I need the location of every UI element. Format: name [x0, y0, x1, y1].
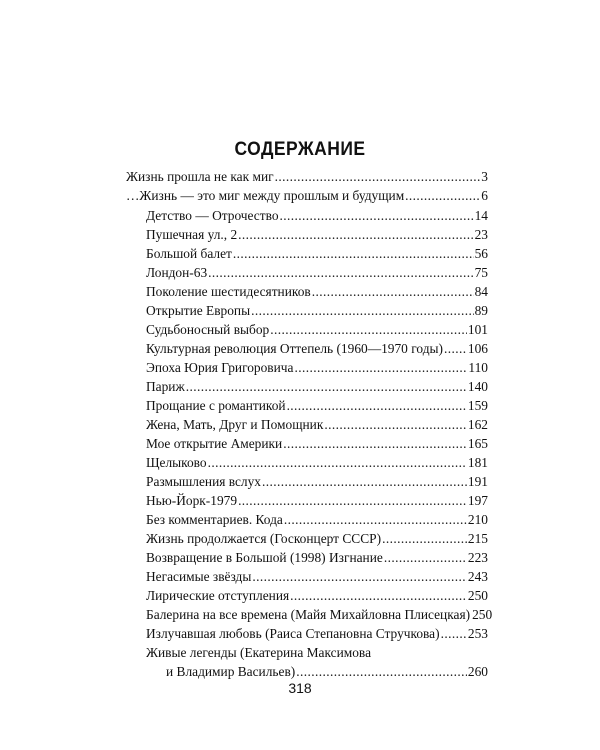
toc-leader-dots	[382, 531, 467, 547]
toc-entry-title: Большой балет	[146, 246, 232, 261]
toc-entry	[146, 303, 488, 319]
toc-leader-dots	[251, 303, 474, 319]
toc-leader-dots	[444, 341, 467, 357]
toc-entry-title: Возвращение в Большой (1998) Изгнание	[146, 550, 383, 565]
toc-entry-page: 253	[467, 626, 488, 641]
toc-entry-page: 181	[467, 455, 488, 470]
toc-entry-title: Открытие Европы	[146, 303, 251, 318]
toc-entry-title: Пушечная ул., 2	[146, 227, 238, 242]
toc-entry-title: Негасимые звёзды	[146, 569, 252, 584]
toc-entry-page: 223	[467, 550, 488, 565]
toc-entry-page: 14	[474, 208, 488, 223]
toc-entry	[146, 626, 488, 642]
toc-entry-title: Париж	[146, 379, 185, 394]
toc-entry-title: и Владимир Васильев)	[166, 664, 296, 679]
toc-entry	[146, 474, 488, 490]
toc-leader-dots	[441, 626, 467, 642]
toc-entry	[146, 436, 488, 452]
toc-entry-page: 3	[481, 169, 488, 184]
toc-entry-title: Щелыково	[146, 455, 207, 470]
toc-entry-page: 140	[467, 379, 488, 394]
toc-entry	[146, 531, 488, 547]
toc-entry	[146, 246, 488, 262]
toc-entry-page: 250	[472, 607, 493, 622]
toc-entry	[166, 664, 488, 680]
toc-entry-title: Нью-Йорк-1979	[146, 493, 238, 508]
toc-leader-dots	[324, 417, 467, 433]
toc-entry	[146, 360, 488, 376]
toc-leader-dots	[284, 512, 467, 528]
toc-entry-title: Жизнь прошла не как миг	[126, 169, 274, 184]
toc-entry-title: Детство — Отрочество	[146, 208, 279, 223]
toc-entry-page: 89	[474, 303, 488, 318]
toc-entry-page: 250	[467, 588, 488, 603]
toc-entry	[146, 417, 488, 433]
toc-entry-page: 106	[467, 341, 488, 356]
toc-leader-dots	[283, 436, 467, 452]
toc-leader-dots	[275, 169, 481, 185]
toc-entry-page: 162	[467, 417, 488, 432]
toc-entry-page: 23	[474, 227, 488, 242]
toc-entry-title: Балерина на все времена (Майя Михайловна Плисецкая)	[146, 607, 471, 622]
toc-entry-title: Размышления вслух	[146, 474, 261, 489]
toc-entry-title: Культурная революция Оттепель (1960—1970 годы)	[146, 341, 443, 356]
toc-leader-dots	[296, 664, 467, 680]
toc-entry	[146, 322, 488, 338]
toc-entry-title: Лондон-63	[146, 265, 208, 280]
toc-entry-page: 6	[481, 188, 488, 203]
toc-leader-dots	[238, 493, 467, 509]
toc-entry-page: 215	[467, 531, 488, 546]
toc-entry	[146, 493, 488, 509]
toc-entry-page: 210	[467, 512, 488, 527]
toc-leader-dots	[208, 265, 473, 281]
toc-leader-dots	[233, 246, 474, 262]
toc-entry-title: Жизнь продолжается (Госконцерт СССР)	[146, 531, 382, 546]
toc-entry	[146, 227, 488, 243]
toc-entry-title: Прощание с романтикой	[146, 398, 286, 413]
toc-leader-dots	[262, 474, 467, 490]
toc-entry	[126, 188, 488, 204]
toc-leader-dots	[186, 379, 467, 395]
toc-entry	[146, 398, 488, 414]
toc-leader-dots	[290, 588, 467, 604]
toc-entry-page: 110	[468, 360, 488, 375]
toc-entry-title: Излучавшая любовь (Раиса Степановна Стручкова)	[146, 626, 440, 641]
toc-entry-page: 159	[467, 398, 488, 413]
toc-entry	[146, 512, 488, 528]
toc-entry	[146, 569, 488, 585]
toc-entry-title: Судьбоносный выбор	[146, 322, 270, 337]
toc-leader-dots	[270, 322, 467, 338]
toc-leader-dots	[312, 284, 474, 300]
toc-entry-page: 84	[474, 284, 488, 299]
toc-entry-page: 191	[467, 474, 488, 489]
toc-entry	[146, 341, 488, 357]
toc-entry-page: 101	[467, 322, 488, 337]
toc-leader-dots	[252, 569, 467, 585]
page-number: 318	[288, 680, 312, 696]
toc-entry-title: Эпоха Юрия Григоровича	[146, 360, 294, 375]
toc-entry	[146, 284, 488, 300]
toc-entry-title: …Жизнь — это миг между прошлым и будущим	[126, 188, 405, 203]
toc-entry	[146, 208, 488, 224]
toc-entry	[126, 169, 488, 185]
toc-entry	[146, 379, 488, 395]
toc-entry-page: 165	[467, 436, 488, 451]
toc-entry	[146, 607, 493, 623]
toc-entry-title: Поколение шестидесятников	[146, 284, 311, 299]
toc-entry-page: 243	[467, 569, 488, 584]
toc-leader-dots	[287, 398, 467, 414]
toc-leader-dots	[384, 550, 467, 566]
toc-entry-page: 197	[467, 493, 488, 508]
toc-entry-page: 75	[474, 265, 488, 280]
toc-entry	[146, 588, 488, 604]
toc-leader-dots	[280, 208, 474, 224]
toc-leader-dots	[208, 455, 467, 471]
toc-leader-dots	[405, 188, 480, 204]
toc-entry	[146, 265, 488, 281]
toc-entry-title: Мое открытие Америки	[146, 436, 283, 451]
toc-entry	[146, 455, 488, 471]
toc-entry-title: Лирические отступления	[146, 588, 290, 603]
toc-entry-page: 56	[474, 246, 488, 261]
toc-entry	[146, 550, 488, 566]
toc-entry-title: Жена, Мать, Друг и Помощник	[146, 417, 324, 432]
page-title: СОДЕРЖАНИЕ	[234, 139, 366, 160]
toc-entry-page: 260	[467, 664, 488, 679]
toc-leader-dots	[294, 360, 467, 376]
toc-leader-dots	[238, 227, 473, 243]
toc-entry-title-line: Живые легенды (Екатерина Максимова	[146, 645, 372, 660]
toc-entry-title: Без комментариев. Кода	[146, 512, 283, 527]
